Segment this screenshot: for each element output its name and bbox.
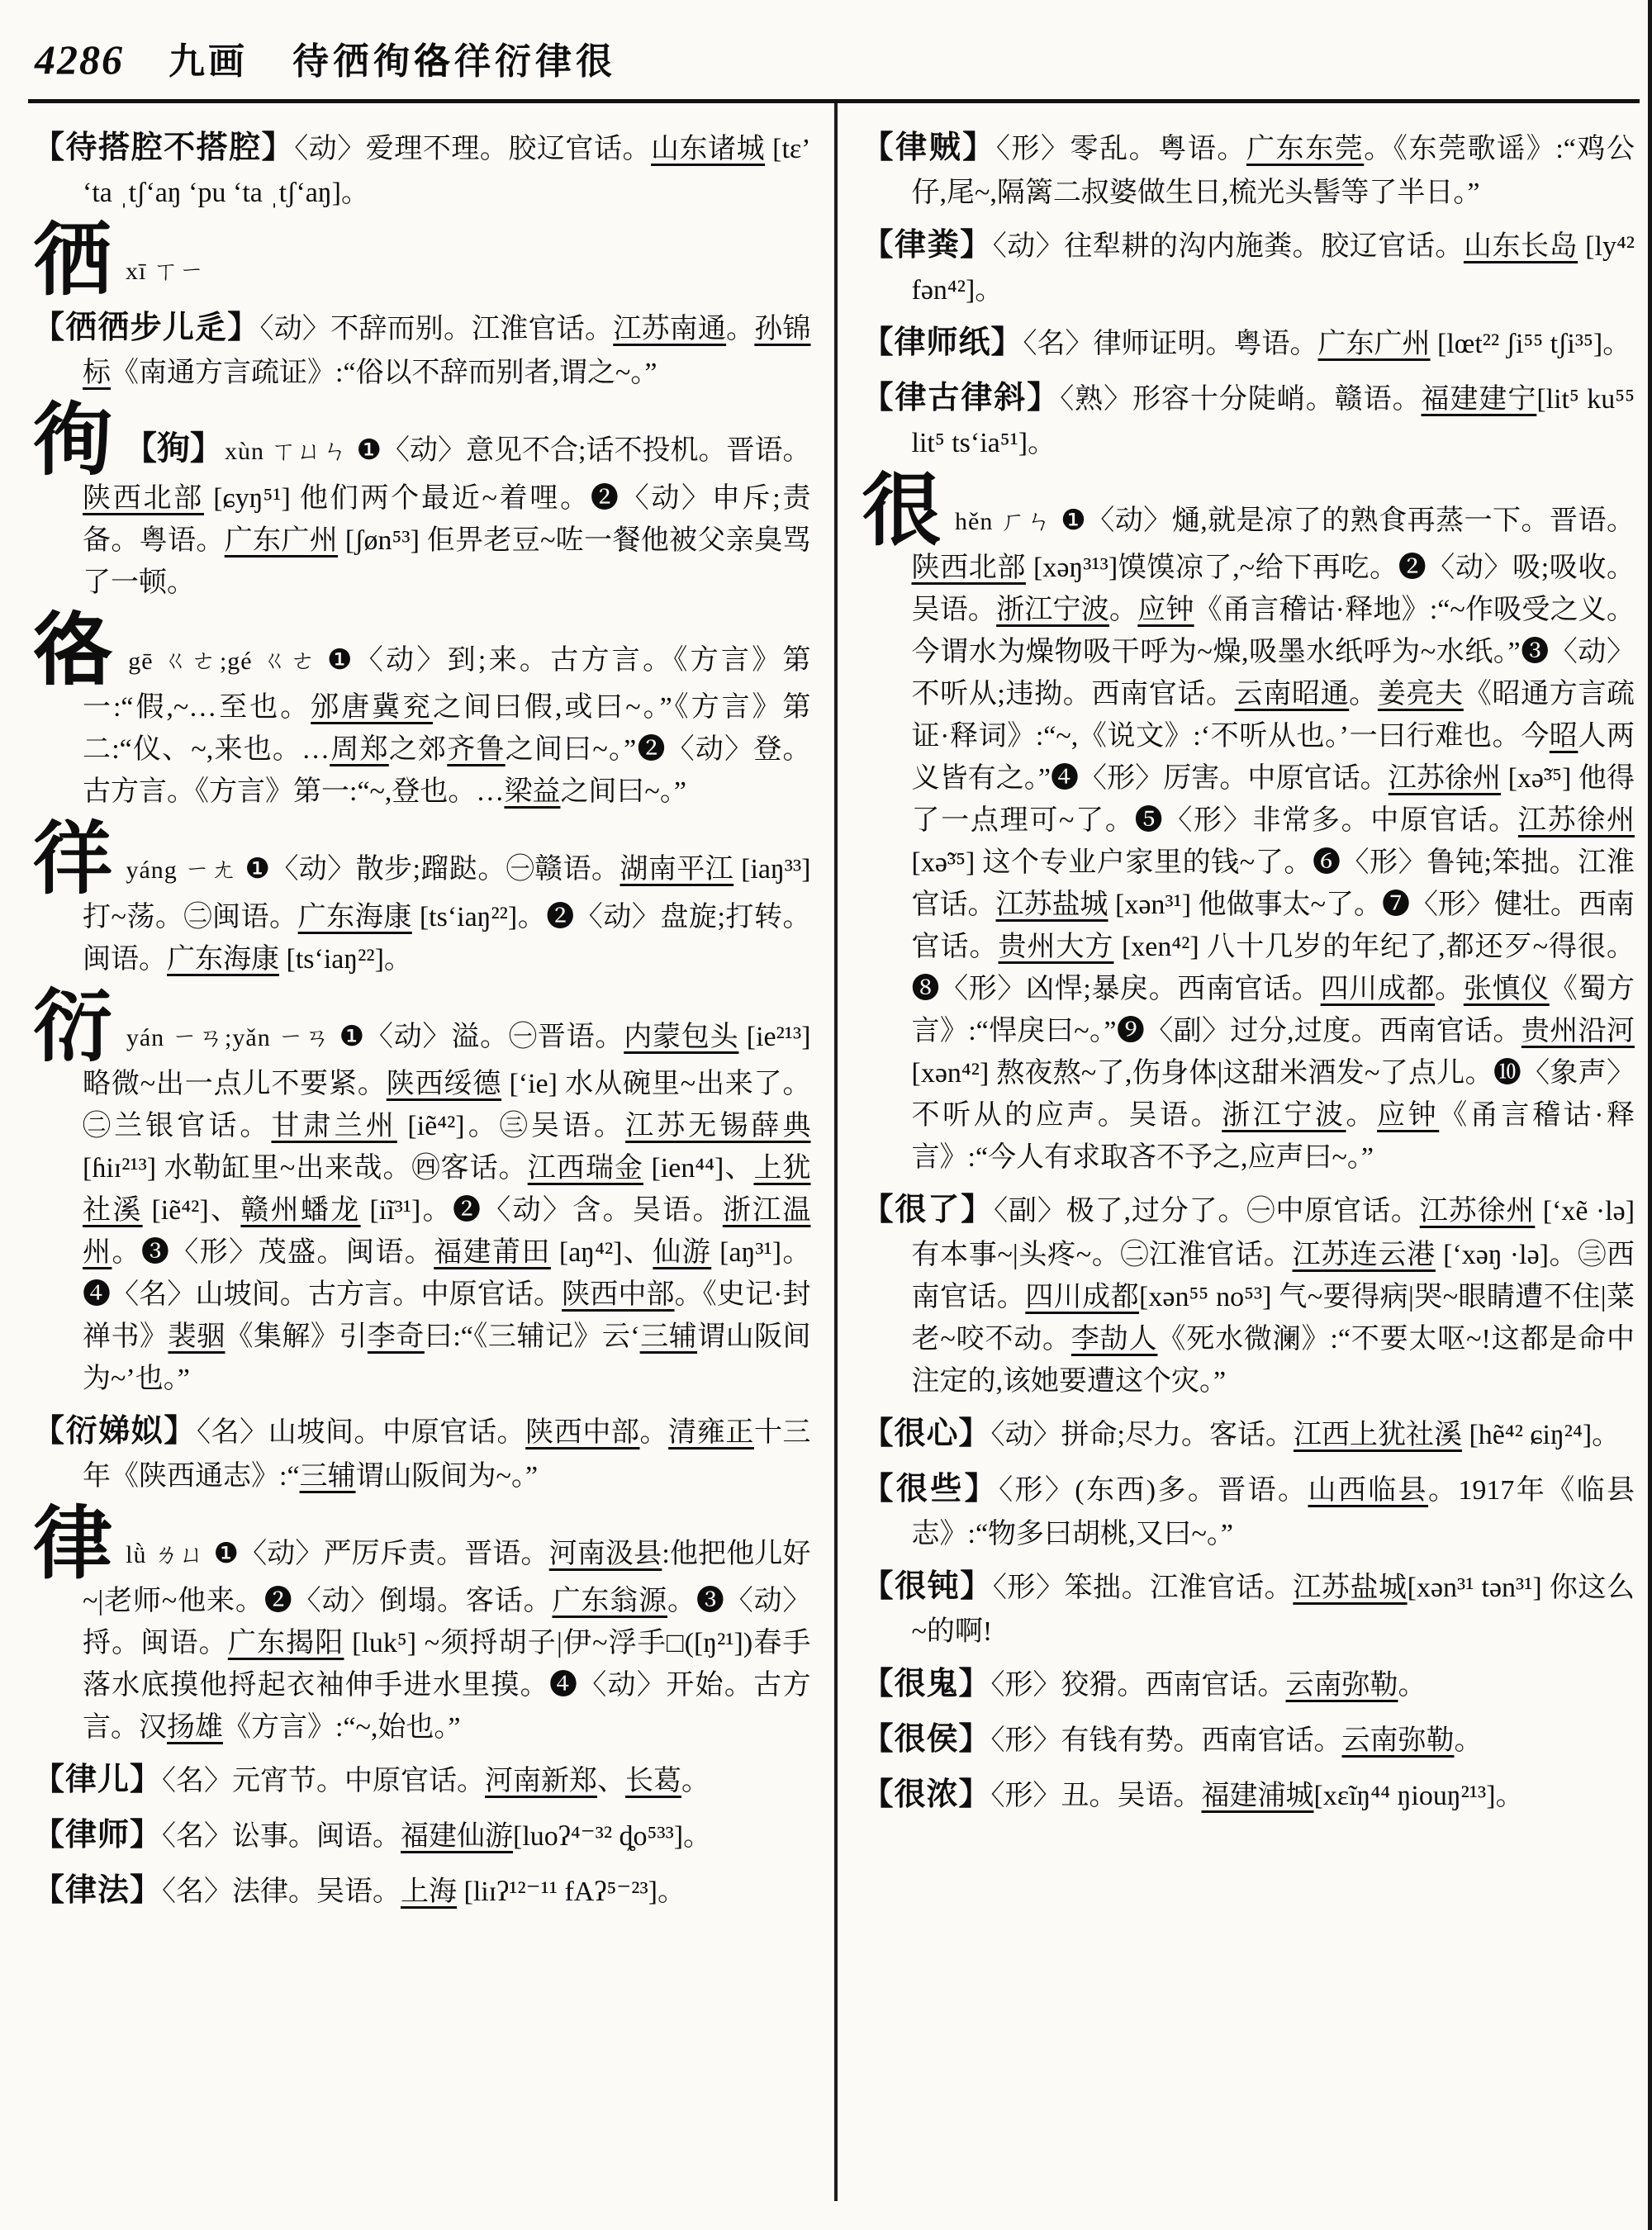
- dict-entry: [862, 1411, 1635, 1458]
- entry-body: 〈形〉零乱。粤语。广东东莞。《东莞歌谣》:“鸡公仔,尾~,隔篱二叔婆做生日,梳光头髻等了半日。”: [911, 134, 1635, 208]
- entry-headword: 【律贼】: [862, 130, 996, 165]
- left-column: [28, 103, 834, 2201]
- entry-pronunciation: xùn ㄒㄩㄣ: [225, 438, 349, 466]
- dict-entry: [862, 1716, 1635, 1763]
- entry-headword: 【很鬼】: [862, 1667, 991, 1702]
- entry-body: 〈名〉律师证明。粤语。广东广州 [lœt²² ʃi⁵⁵ tʃi³⁵]。: [1023, 329, 1631, 359]
- entry-body: 〈名〉法律。吴语。上海 [liɪʔ¹²⁻¹¹ fAʔ⁵⁻²³]。: [162, 1877, 686, 1908]
- entry-headchar: 𢓜: [33, 605, 116, 695]
- entry-headword: 【待搭腔不搭腔】: [33, 130, 295, 165]
- dict-entry: [862, 125, 1635, 214]
- entry-headchar: 律: [33, 1499, 113, 1588]
- entry-headword: 【徆徆步儿辵】: [33, 311, 260, 346]
- entry-pronunciation: gē ㄍㄜ;gé ㄍㄜ: [128, 647, 319, 675]
- page-number: 4286: [35, 36, 124, 83]
- entry-headword: 【律粪】: [862, 228, 993, 263]
- entry-headword: 【律师】: [33, 1818, 163, 1853]
- entry-body: 〈动〉爱理不理。胶辽官话。山东诸城 [tɛ’ ‘ta ˌtʃ‘aŋ ‘pu ‘ta ˌtʃ‘aŋ]。: [83, 134, 811, 208]
- entry-headchar: 徉: [33, 815, 113, 904]
- entry-body: 〈形〉笨拙。江淮官话。江苏盐城[xən³¹ tən³¹] 你这么~的啊!: [911, 1573, 1635, 1648]
- entry-pronunciation: xī ㄒㄧ: [126, 258, 205, 285]
- dict-entry: [33, 815, 811, 980]
- dict-entry: [33, 216, 811, 305]
- entry-body: 〈形〉(东西)多。晋语。山西临县。1917年《临县志》:“物多曰胡桃,又曰~。”: [911, 1475, 1635, 1550]
- dict-entry: [862, 1466, 1635, 1555]
- entry-body: 〈副〉极了,过分了。㊀中原官话。江苏徐州 [‘xẽ ·lə] 有本事~|头疼~。㊁江淮官话。江苏连云港 [‘xəŋ ·lə]。㊂西南官话。四川成都[xən⁵⁵ no⁵³] 气~要得病|哭~眼睛遭不住|菜老~咬不动。李劼人《死水微澜》:“不要太呕~!这都是命中注定的,该她要遭这个灾。”: [911, 1196, 1635, 1397]
- entry-headchar: 很: [862, 467, 942, 555]
- dict-entry: [862, 1187, 1635, 1402]
- entry-body: ❶〈动〉溢。㊀晋语。内蒙包头 [ie²¹³] 略微~出一点儿不要紧。陕西绥德 [‘ie] 水从碗里~出来了。㊁兰银官话。甘肃兰州 [iẽ⁴²]。㊂吴语。江苏无锡薛典 [ɦiɪ²¹³] 水勒缸里~出来哉。㊃客话。江西瑞金 [ien⁴⁴]、上犹社溪 [iẽ⁴²]、赣州蟠龙 [iĩ³¹]。❷〈动〉含。吴语。浙江温州。❸〈形〉茂盛。闽语。福建莆田 [aŋ⁴²]、仙游 [aŋ³¹]。❹〈名〉山坡间。古方言。中原官话。陕西中部。《史记·封禅书》裴骃《集解》引李奇曰:“《三辅记》云‘三辅谓山阪间为~’也。”: [83, 1021, 811, 1394]
- dict-entry: [33, 1757, 811, 1804]
- entry-headword: 【律儿】: [33, 1763, 163, 1798]
- entry-headword: 【律法】: [33, 1873, 163, 1909]
- entry-headword: 【很钝】: [862, 1569, 993, 1605]
- dict-entry: [33, 396, 811, 603]
- entry-body: ❶〈动〉意见不合;话不投机。晋语。陕西北部 [ɕyŋ⁵¹] 他们两个最近~着哩。❷〈动〉申斥;责备。粤语。广东广州 [ʃøn⁵³] 佢畀老豆~咗一餐他被父亲臭骂了一顿。: [83, 435, 811, 598]
- entry-body: 〈动〉拼命;尽力。客话。江西上犹社溪 [hẽ⁴² ɕiŋ²⁴]。: [990, 1420, 1621, 1451]
- entry-headword: 【很心】: [862, 1416, 991, 1452]
- dict-entry: [862, 222, 1635, 311]
- entry-pronunciation: lǜ ㄌㄩ: [126, 1540, 206, 1568]
- entry-headword: 【律师纸】: [862, 325, 1023, 360]
- entry-body: 〈动〉往犁耕的沟内施粪。胶辽官话。山东长岛 [ly⁴² fən⁴²]。: [911, 231, 1635, 306]
- entry-headchar: 徇: [33, 396, 113, 486]
- stroke-section-label: 九画: [169, 41, 248, 82]
- entry-body: ❶〈动〉熥,就是凉了的熟食再蒸一下。晋语。陕西北部 [xəŋ³¹³]馍馍凉了,~给下再吃。❷〈动〉吸;吸收。吴语。浙江宁波。应钟《甬言稽诂·释地》:“~作吸受之义。今谓水为燥物吸干呼为~燥,吸墨水纸呼为~水纸。”❸〈动〉不听从;违拗。西南官话。云南昭通。姜亮夫《昭通方言疏证·释词》:“~,《说文》:‘不听从也。’一曰行难也。今昭人两义皆有之。”❹〈形〉厉害。中原官话。江苏徐州 [xə̃³⁵] 他得了一点理可~了。❺〈形〉非常多。中原官话。江苏徐州 [xə̃³⁵] 这个专业户家里的钱~了。❻〈形〉鲁钝;笨拙。江淮官话。江苏盐城 [xən³¹] 他做事太~了。❼〈形〉健壮。西南官话。贵州大方 [xen⁴²] 八十几岁的年纪了,都还歹~得很。❽〈形〉凶悍;暴戾。西南官话。四川成都。张慎仪《蜀方言》:“悍戾曰~。”❾〈副〉过分,过度。西南官话。贵州沿河 [xən⁴²] 熬夜熬~了,伤身体|这甜米酒发~了点儿。❿〈象声〉不听从的应声。吴语。浙江宁波。应钟《甬言稽诂·释言》:“今人有求取吝不予之,应声曰~。”: [911, 505, 1635, 1174]
- entry-body: 〈形〉狡猾。西南官话。云南弥勒。: [990, 1670, 1427, 1701]
- entry-pronunciation: yán ㄧㄢ;yǎn ㄧㄢ: [126, 1023, 331, 1051]
- entry-headword: 【很侯】: [862, 1722, 991, 1758]
- entry-headword: 【律古律斜】: [862, 381, 1061, 415]
- dict-entry: [862, 1772, 1635, 1819]
- entry-body: ❶〈动〉严厉斥责。晋语。河南汲县:他把他儿好~|老师~他来。❷〈动〉倒塌。客话。广东翁源。❸〈动〉捋。闽语。广东揭阳 [luk⁵] ~须捋胡子|伊~浮手□([ŋ²¹])春手落水底摸他捋起衣袖伸手进水里摸。❹〈动〉开始。古方言。汉扬雄《方言》:“~,始也。”: [83, 1538, 811, 1744]
- entry-headword: 【很些】: [862, 1472, 999, 1507]
- page-header: [28, 23, 1640, 103]
- entry-body: 〈形〉丑。吴语。福建浦城[xɛĩŋ⁴⁴ ŋiouŋ²¹³]。: [990, 1781, 1524, 1812]
- dict-entry: [862, 375, 1635, 464]
- entry-body: 〈动〉不辞而别。江淮官话。江苏南通。孙锦标《南通方言疏证》:“俗以不辞而别者,谓之~。”: [83, 314, 811, 389]
- dict-entry: [862, 320, 1635, 367]
- entry-body: 〈名〉讼事。闽语。福建仙游[luoʔ⁴⁻³² ȡo⁵³³]。: [162, 1821, 712, 1853]
- entry-headword: 【很浓】: [862, 1777, 991, 1813]
- entry-pronunciation: yáng ㄧㄤ: [126, 856, 237, 885]
- entry-headword: 【很了】: [862, 1193, 995, 1228]
- entry-body: 〈形〉有钱有势。西南官话。云南弥勒。: [990, 1725, 1483, 1757]
- dict-entry: [33, 1499, 811, 1748]
- entry-headchar: 徆: [33, 216, 112, 305]
- entry-body: ❶〈动〉到;来。古方言。《方言》第一:“假,~…至也。邠唐冀兖之间曰假,或曰~。”《方言》第二:“仪、~,来也。…周郑之郊齐鲁之间曰~。”❷〈动〉登。古方言。《方言》第一:“~,登也。…梁益之间曰~。”: [83, 644, 811, 808]
- entry-variant: 【狥】: [124, 429, 224, 467]
- dict-entry: [33, 982, 811, 1400]
- entry-body: 〈名〉元宵节。中原官话。河南新郑、长葛。: [162, 1766, 710, 1797]
- dict-entry: [33, 1867, 811, 1914]
- right-column: [834, 103, 1640, 2201]
- dict-entry: [33, 605, 811, 813]
- entry-body: 〈名〉山坡间。中原官话。陕西中部。清雍正十三年《陕西通志》:“三辅谓山阪间为~。”: [83, 1416, 811, 1492]
- entry-headword: 【衍娣姒】: [33, 1413, 197, 1449]
- dict-entry: [862, 467, 1635, 1179]
- entry-body: ❶〈动〉散步;蹓跶。㊀赣语。湖南平江 [iaŋ³³] 打~荡。㊁闽语。广东海康 [ts‘iaŋ²²]。❷〈动〉盘旋;打转。闽语。广东海康 [ts‘iaŋ²²]。: [83, 854, 811, 975]
- dict-entry: [862, 1661, 1635, 1708]
- dict-entry: [33, 305, 811, 394]
- dict-entry: [33, 125, 811, 214]
- two-column-body: [28, 103, 1640, 2201]
- entry-headchar: 衍: [33, 982, 113, 1071]
- section-headword-list: 待徆徇𢓜徉衍律很: [292, 41, 616, 82]
- dict-entry: [862, 1563, 1635, 1653]
- dict-entry: [33, 1408, 811, 1497]
- entry-body: 〈熟〉形容十分陡峭。赣语。福建建宁[lit⁵ ku⁵⁵ lit⁵ ts‘ia⁵¹]。: [911, 384, 1635, 458]
- dict-entry: [33, 1812, 811, 1859]
- entry-pronunciation: hěn ㄏㄣ: [955, 508, 1053, 535]
